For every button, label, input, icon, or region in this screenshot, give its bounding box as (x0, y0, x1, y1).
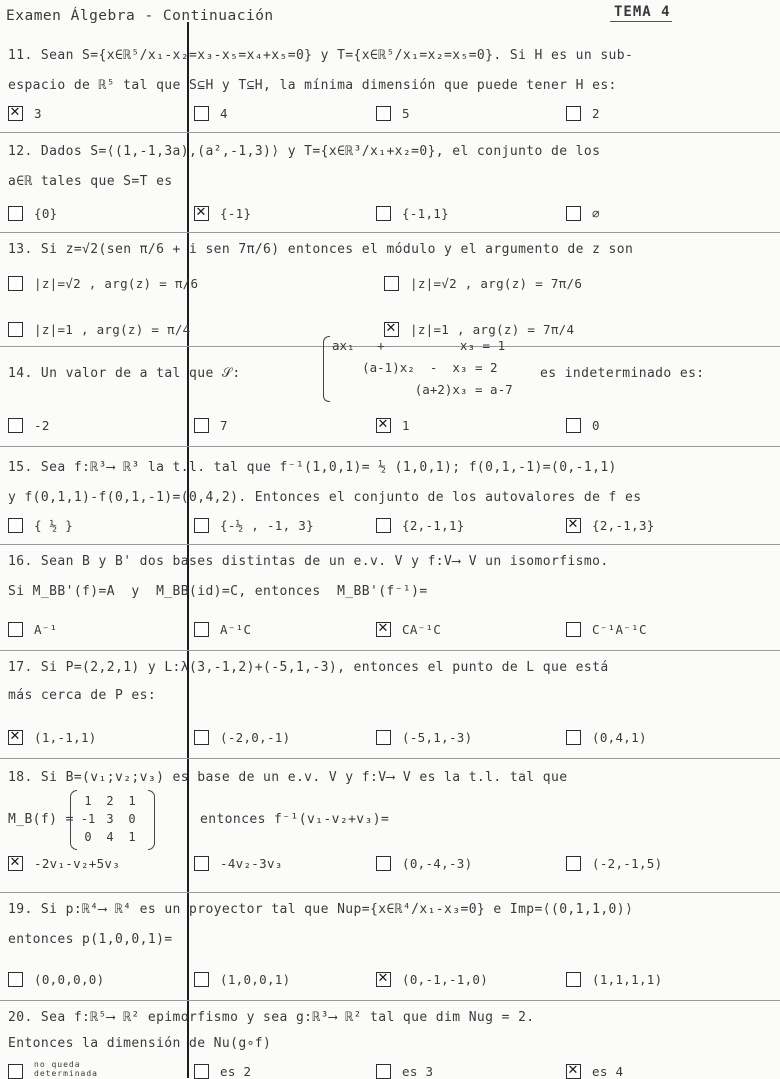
question-text: es indeterminado es: (540, 366, 705, 381)
answer-checkbox[interactable] (8, 418, 23, 433)
answer-option-label: -2 (34, 418, 50, 433)
answer-option-label: CA⁻¹C (402, 622, 442, 637)
question-text: Un valor de a tal que 𝒮: (40, 366, 241, 381)
answer-checkbox[interactable] (566, 206, 581, 221)
question-number: 14. (8, 366, 41, 381)
answer-checkbox[interactable] (8, 322, 23, 337)
answer-checkbox[interactable] (376, 206, 391, 221)
question-text: Si M_BB'(f)=A y M_BB(id)=C, entonces M_BB'(f⁻¹)= (8, 584, 428, 599)
question-text-line (8, 48, 633, 63)
question-text-line (8, 932, 173, 947)
answer-option-label: { ½ } (34, 518, 74, 533)
answer-checkbox[interactable] (8, 730, 23, 745)
matrix-cell: 1 (84, 794, 92, 808)
answer-option-label: 5 (402, 106, 410, 121)
answer-checkbox[interactable] (566, 972, 581, 987)
answer-option-label: 7 (220, 418, 228, 433)
question-text-line (8, 770, 567, 785)
question-separator (0, 544, 780, 545)
answer-checkbox[interactable] (8, 622, 23, 637)
answer-checkbox[interactable] (566, 418, 581, 433)
question-separator (0, 446, 780, 447)
system-equation: (a-1)x₂ - x₃ = 2 (332, 360, 498, 375)
matrix-cell: 1 (128, 794, 136, 808)
question-text-line (8, 78, 617, 93)
answer-option-label: 2 (592, 106, 600, 121)
question-text-line (8, 460, 617, 475)
answer-option-label: (0,-1,-1,0) (402, 972, 489, 987)
answer-option-label: ∅ (592, 206, 600, 221)
question-text: Sean B y B' dos bases distintas de un e.v. V y f:V⟶ V un isomorfismo. (40, 554, 609, 569)
answer-option-label: (-2,0,-1) (220, 730, 291, 745)
answer-option-label: (0,4,1) (592, 730, 647, 745)
answer-option-label: (1,0,0,1) (220, 972, 291, 987)
system-equation: (a+2)x₃ = a-7 (332, 382, 513, 397)
answer-checkbox[interactable] (194, 622, 209, 637)
question-text: y f(0,1,1)-f(0,1,-1)=(0,4,2). Entonces el conjunto de los autovalores de f es (8, 490, 642, 505)
matrix-right-bracket (148, 790, 155, 850)
question-number: 19. (8, 902, 41, 917)
answer-option-label: {0} (34, 206, 58, 221)
question-text: Sea f:ℝ⁵⟶ ℝ² epimorfismo y sea g:ℝ³⟶ ℝ² tal que dim Nug = 2. (40, 1010, 535, 1025)
question-number: 13. (8, 242, 41, 257)
question-text-line (8, 490, 641, 505)
question-text: entonces f⁻¹(v₁-v₂+v₃)= (200, 812, 390, 827)
matrix-cell: 0 (84, 830, 92, 844)
question-number: 12. (8, 144, 41, 159)
question-text-line (8, 242, 633, 257)
answer-option-label: A⁻¹ (34, 622, 58, 637)
question-text: Si z=√2(sen π/6 + i sen 7π/6) entonces el módulo y el argumento de z son (40, 242, 634, 257)
question-text-line (8, 584, 428, 599)
question-separator (0, 650, 780, 651)
answer-option-label: 4 (220, 106, 228, 121)
answer-option-label: 1 (402, 418, 410, 433)
answer-checkbox[interactable] (194, 206, 209, 221)
answer-checkbox[interactable] (8, 206, 23, 221)
answer-checkbox[interactable] (566, 518, 581, 533)
margin-rule (187, 22, 189, 1078)
answer-checkbox[interactable] (376, 106, 391, 121)
answer-option-label: 3 (34, 106, 42, 121)
answer-option-label: (-2,-1,5) (592, 856, 663, 871)
question-number: 20. (8, 1010, 41, 1025)
answer-checkbox[interactable] (566, 856, 581, 871)
answer-option-label: {-1} (220, 206, 252, 221)
answer-option-label: |z|=1 , arg(z) = π/4 (34, 322, 191, 337)
answer-option-label: (0,0,0,0) (34, 972, 105, 987)
answer-checkbox[interactable] (566, 106, 581, 121)
question-text-line (8, 902, 633, 917)
answer-option-label: |z|=1 , arg(z) = 7π/4 (410, 322, 575, 337)
matrix-label: M_B(f) = (8, 812, 74, 827)
answer-option-label: no queda determinada (34, 1060, 98, 1078)
answer-option-label: A⁻¹C (220, 622, 252, 637)
question-separator (0, 892, 780, 893)
answer-option-label: |z|=√2 , arg(z) = π/6 (34, 276, 199, 291)
answer-option-label: |z|=√2 , arg(z) = 7π/6 (410, 276, 583, 291)
question-text: Si P=(2,2,1) y L:λ(3,-1,2)+(-5,1,-3), entonces el punto de L que está (40, 660, 609, 675)
answer-option-label: -2v₁-v₂+5v₃ (34, 856, 121, 871)
answer-checkbox[interactable] (8, 1064, 23, 1079)
answer-checkbox[interactable] (194, 856, 209, 871)
question-number: 18. (8, 770, 41, 785)
question-text: Si p:ℝ⁴⟶ ℝ⁴ es un proyector tal que Nup={x∈ℝ⁴/x₁-x₃=0} e Imp=⟨(0,1,1,0)⟩ (40, 902, 634, 917)
question-text-line (8, 174, 173, 189)
question-text-line (8, 1036, 271, 1051)
answer-option-label: {-½ , -1, 3} (220, 518, 314, 533)
answer-option-label: (-5,1,-3) (402, 730, 473, 745)
question-separator (0, 232, 780, 233)
question-text-line (8, 688, 156, 703)
answer-checkbox[interactable] (376, 856, 391, 871)
answer-checkbox[interactable] (8, 972, 23, 987)
matrix-cell: 1 (128, 830, 136, 844)
answer-option-label: es 3 (402, 1064, 434, 1079)
matrix-cell: 3 (106, 812, 114, 826)
answer-checkbox[interactable] (376, 972, 391, 987)
question-text-line (8, 1010, 535, 1025)
system-brace (323, 336, 330, 402)
answer-option-label: es 2 (220, 1064, 252, 1079)
answer-checkbox[interactable] (194, 972, 209, 987)
answer-checkbox[interactable] (8, 518, 23, 533)
question-text: espacio de ℝ⁵ tal que S⊆H y T⊆H, la mínima dimensión que puede tener H es: (8, 78, 617, 93)
question-number: 16. (8, 554, 41, 569)
answer-checkbox[interactable] (376, 418, 391, 433)
matrix-cell: 2 (106, 794, 114, 808)
answer-checkbox[interactable] (376, 518, 391, 533)
answer-checkbox[interactable] (8, 856, 23, 871)
matrix-cell: 0 (128, 812, 136, 826)
answer-checkbox[interactable] (8, 276, 23, 291)
question-text: Sea f:ℝ³⟶ ℝ³ la t.l. tal que f⁻¹(1,0,1)= ½ (1,0,1); f(0,1,-1)=(0,-1,1) (40, 460, 617, 475)
answer-checkbox[interactable] (8, 106, 23, 121)
answer-option-label: (1,-1,1) (34, 730, 97, 745)
answer-option-label: (1,1,1,1) (592, 972, 663, 987)
question-text-line (8, 144, 600, 159)
answer-checkbox[interactable] (194, 1064, 209, 1079)
answer-option-label: {-1,1} (402, 206, 449, 221)
matrix-mb-f (70, 790, 156, 850)
answer-option-label: (0,-4,-3) (402, 856, 473, 871)
answer-checkbox[interactable] (566, 730, 581, 745)
tema-underline (610, 21, 672, 22)
exam-title: Examen Álgebra - Continuación (6, 8, 274, 24)
answer-checkbox[interactable] (376, 622, 391, 637)
question-text-line (8, 366, 241, 381)
question-text-line (8, 554, 609, 569)
question-number: 15. (8, 460, 41, 475)
answer-option-label: {2,-1,1} (402, 518, 465, 533)
question-text: a∈ℝ tales que S=T es (8, 174, 173, 189)
answer-checkbox[interactable] (194, 106, 209, 121)
matrix-cell: 4 (106, 830, 114, 844)
answer-option-label: {2,-1,3} (592, 518, 655, 533)
answer-checkbox[interactable] (566, 622, 581, 637)
question-text: entonces p(1,0,0,1)= (8, 932, 173, 947)
answer-option-label: C⁻¹A⁻¹C (592, 622, 647, 637)
answer-checkbox[interactable] (194, 418, 209, 433)
question-text: Si B=(v₁;v₂;v₃) es base de un e.v. V y f:V⟶ V es la t.l. tal que (40, 770, 568, 785)
answer-option-label: es 4 (592, 1064, 624, 1079)
answer-checkbox[interactable] (566, 1064, 581, 1079)
answer-checkbox[interactable] (376, 730, 391, 745)
answer-option-label: -4v₂-3v₃ (220, 856, 283, 871)
question-separator (0, 1000, 780, 1001)
question-text-line (8, 660, 609, 675)
question-separator (0, 132, 780, 133)
answer-option-label: 0 (592, 418, 600, 433)
matrix-cell: -1 (80, 812, 96, 826)
question-text: Entonces la dimensión de Nu(g∘f) (8, 1036, 272, 1051)
question-text-line (540, 366, 705, 381)
question-text: más cerca de P es: (8, 688, 157, 703)
answer-checkbox[interactable] (376, 1064, 391, 1079)
question-separator (0, 758, 780, 759)
answer-checkbox[interactable] (384, 276, 399, 291)
answer-checkbox[interactable] (194, 730, 209, 745)
question-number: 11. (8, 48, 41, 63)
system-equation: ax₁ + x₃ = 1 (332, 338, 506, 353)
answer-checkbox[interactable] (194, 518, 209, 533)
question-number: 17. (8, 660, 41, 675)
question-text: Dados S=⟨(1,-1,3a),(a²,-1,3)⟩ y T={x∈ℝ³/x₁+x₂=0}, el conjunto de los (40, 144, 601, 159)
exam-header (6, 4, 774, 28)
question-text: Sean S={x∈ℝ⁵/x₁-x₂=x₃-x₅=x₄+x₅=0} y T={x∈ℝ⁵/x₁=x₂=x₅=0}. Si H es un sub- (40, 48, 634, 63)
answer-checkbox[interactable] (384, 322, 399, 337)
question-text-line (200, 812, 389, 827)
matrix-left-bracket (70, 790, 77, 850)
exam-tema: TEMA 4 (614, 4, 671, 20)
